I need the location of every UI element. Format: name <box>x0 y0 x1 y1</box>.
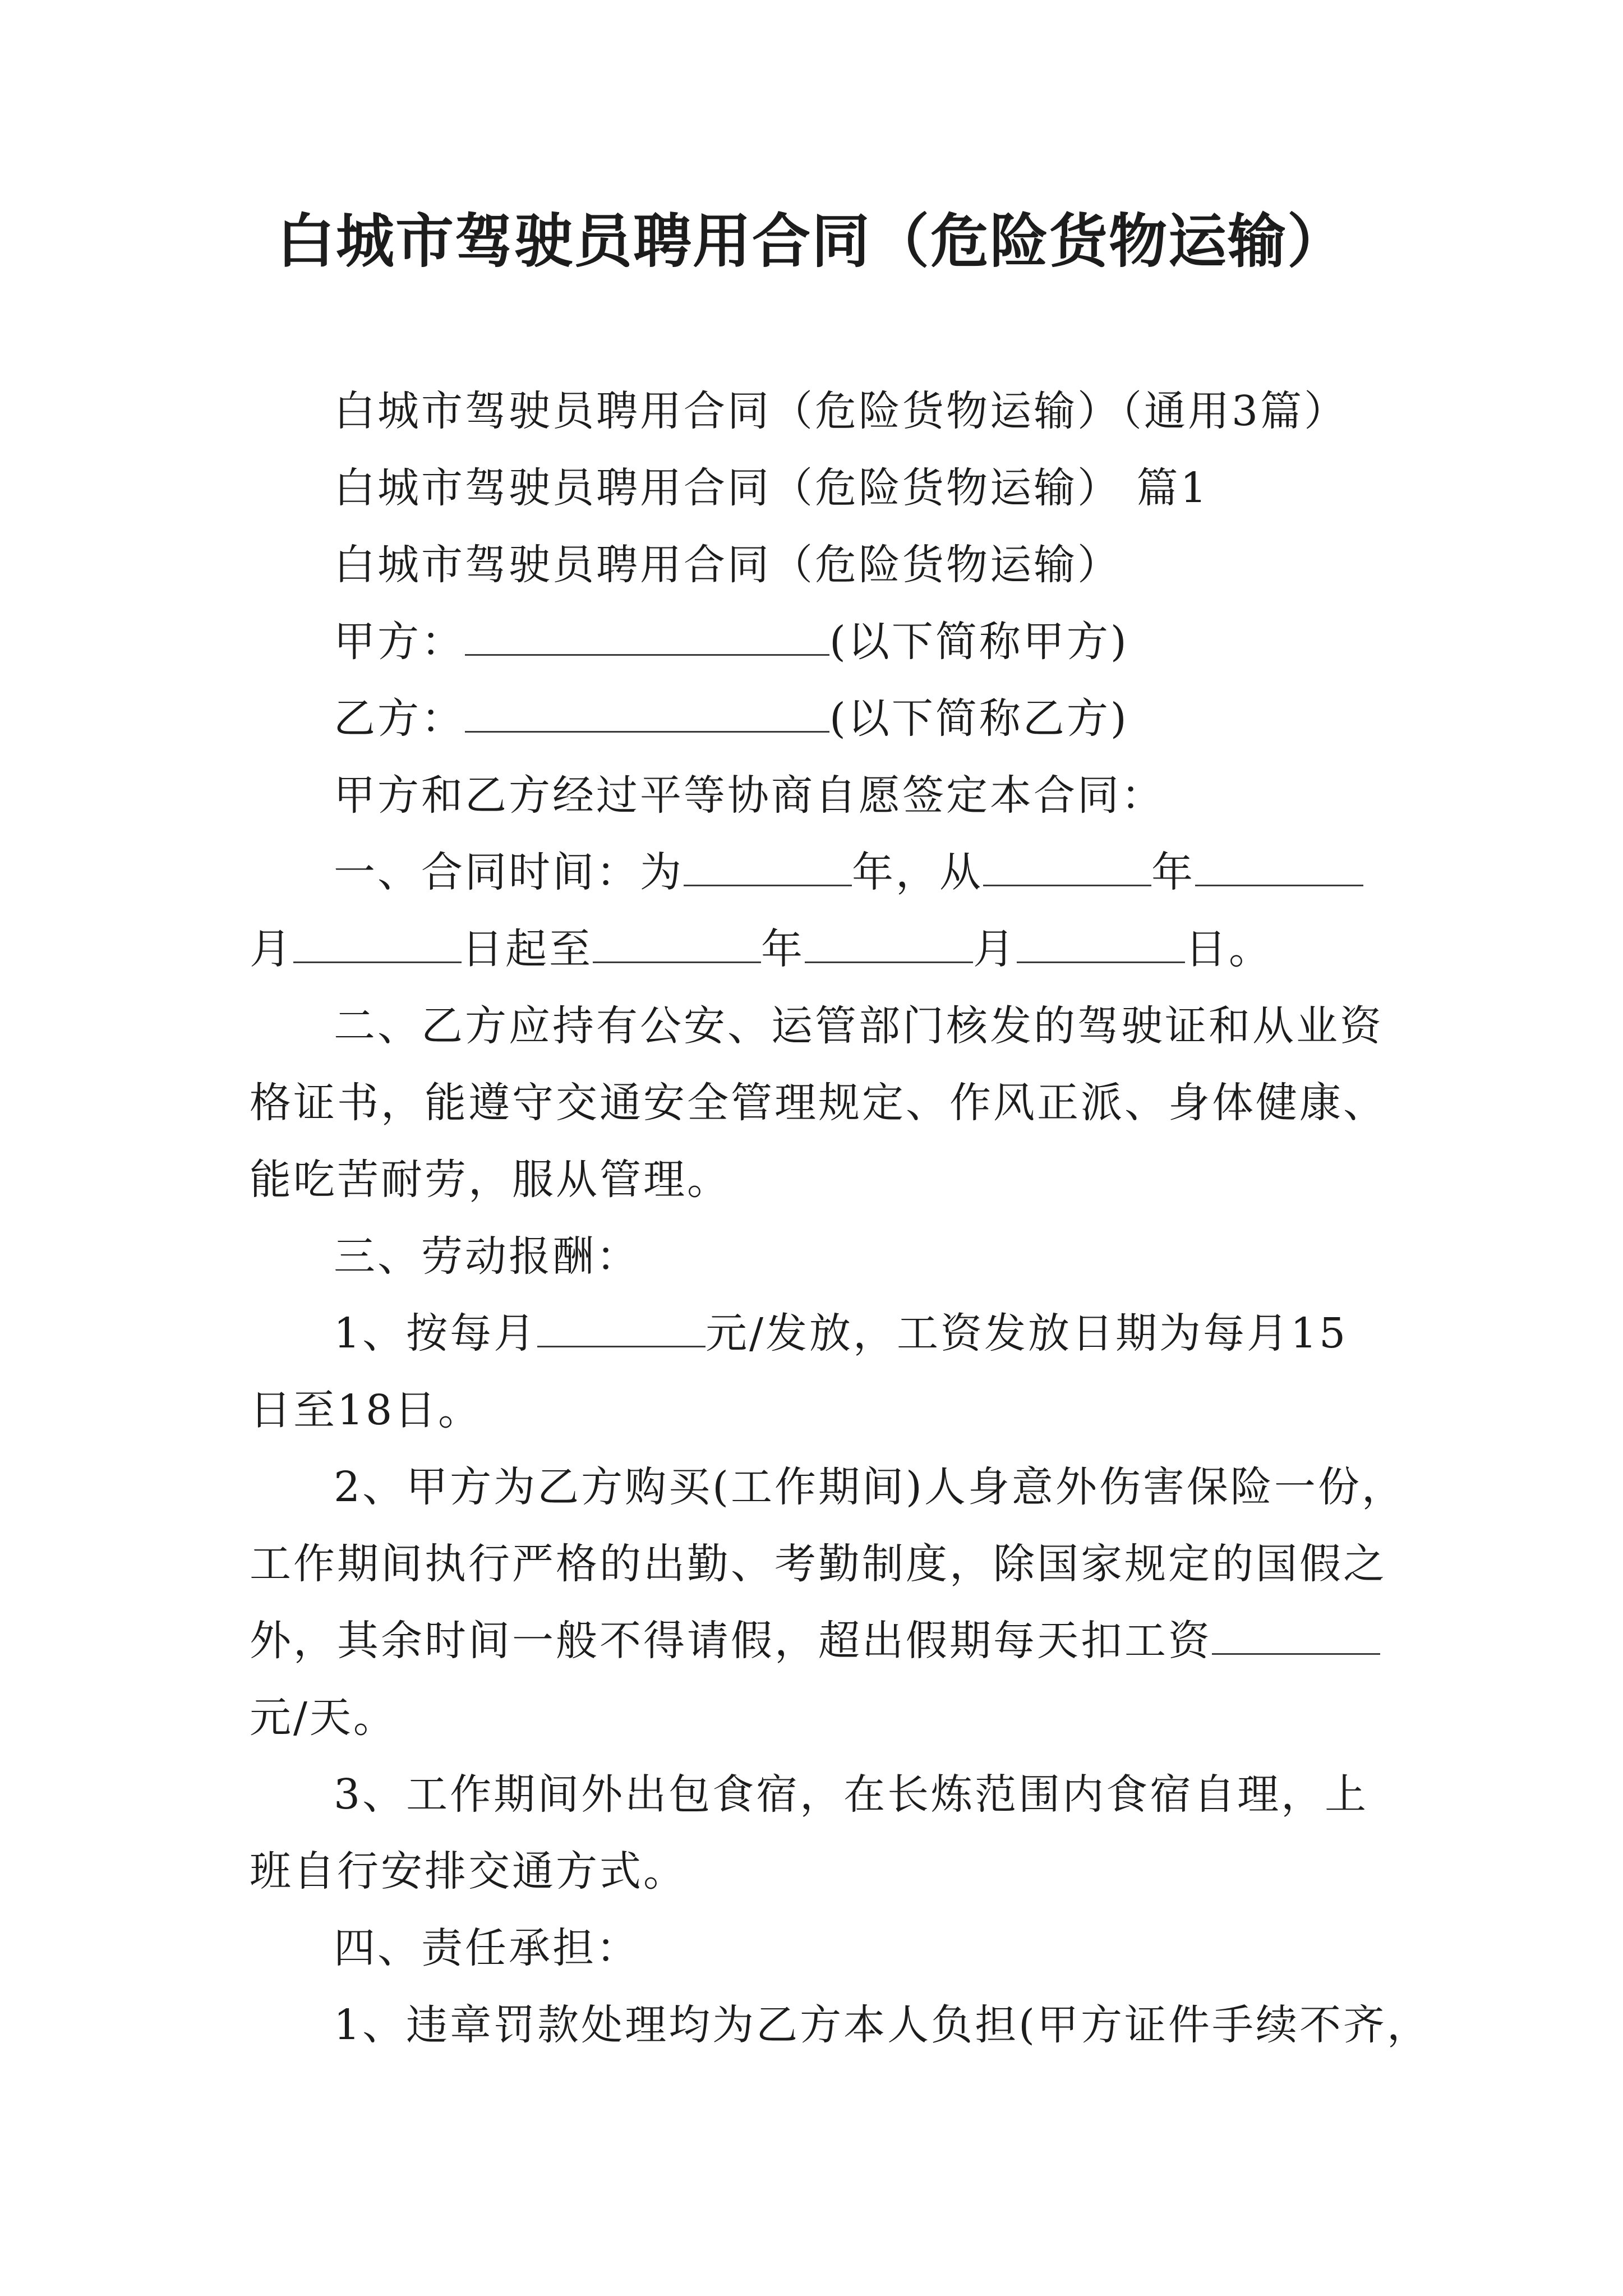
salary-blank <box>537 1312 706 1347</box>
party-b-line <box>250 680 1382 757</box>
party-b-label: 乙方： <box>334 694 465 743</box>
period-text: 年，从 <box>852 848 983 896</box>
paragraph-line: 白城市驾驶员聘用合同（危险货物运输） <box>334 541 1121 589</box>
deduction-text: 外，其余时间一般不得请假，超出假期每天扣工资 <box>250 1617 1212 1665</box>
party-a-blank <box>465 620 829 656</box>
period-text: 一、合同时间：为 <box>334 848 684 896</box>
period-text: 年 <box>1151 848 1195 896</box>
period-text: 月 <box>250 925 293 973</box>
salary-line <box>250 1295 1382 1372</box>
document-body <box>250 373 1431 2064</box>
paragraph-line: 日至18日。 <box>250 1386 482 1434</box>
period-blank <box>593 928 761 963</box>
party-a-suffix: (以下简称甲方) <box>829 618 1129 666</box>
paragraph-line: 白城市驾驶员聘用合同（危险货物运输）（通用3篇） <box>334 387 1348 435</box>
period-blank <box>1195 851 1363 886</box>
section-heading: 三、劳动报酬： <box>334 1232 640 1281</box>
party-b-suffix: (以下简称乙方) <box>829 694 1129 743</box>
paragraph-line: 二、乙方应持有公安、运管部门核发的驾驶证和从业资 <box>334 1002 1384 1050</box>
period-blank <box>983 851 1151 886</box>
paragraph-line: 工作期间执行严格的出勤、考勤制度，除国家规定的国假之 <box>250 1540 1387 1588</box>
paragraph-line: 元/天。 <box>250 1694 397 1742</box>
deduction-blank <box>1212 1619 1380 1655</box>
paragraph-line: 能吃苦耐劳，服从管理。 <box>250 1156 731 1204</box>
paragraph-line: 1、违章罚款处理均为乙方本人负担(甲方证件手续不齐， <box>334 2001 1431 2049</box>
contract-period-line-2 <box>250 911 1382 988</box>
paragraph-line: 甲方和乙方经过平等协商自愿签定本合同： <box>334 771 1165 820</box>
contract-period-line-1 <box>250 834 1382 911</box>
paragraph-line: 班自行安排交通方式。 <box>250 1847 687 1895</box>
period-blank <box>1017 928 1185 963</box>
party-a-line <box>250 604 1382 680</box>
salary-text: 1、按每月 <box>334 1309 538 1358</box>
period-blank <box>293 928 462 963</box>
period-text: 月 <box>973 925 1017 973</box>
salary-text: 元/发放，工资发放日期为每月15 <box>706 1309 1348 1358</box>
section-heading: 四、责任承担： <box>334 1924 640 1972</box>
period-text: 日起至 <box>462 925 593 973</box>
deduction-line <box>250 1603 1382 1680</box>
period-blank <box>684 851 852 886</box>
paragraph-line: 格证书，能遵守交通安全管理规定、作风正派、身体健康、 <box>250 1079 1387 1127</box>
document-title: 白城市驾驶员聘用合同（危险货物运输） <box>276 207 1347 275</box>
paragraph-line: 2、甲方为乙方购买(工作期间)人身意外伤害保险一份， <box>334 1463 1405 1511</box>
period-text: 日。 <box>1185 925 1272 973</box>
paragraph-line: 3、工作期间外出包食宿，在长炼范围内食宿自理，上 <box>334 1770 1369 1819</box>
party-b-blank <box>465 697 829 733</box>
paragraph-line: 白城市驾驶员聘用合同（危险货物运输） 篇1 <box>334 464 1209 512</box>
party-a-label: 甲方： <box>334 618 465 666</box>
period-text: 年 <box>761 925 805 973</box>
period-blank <box>805 928 973 963</box>
